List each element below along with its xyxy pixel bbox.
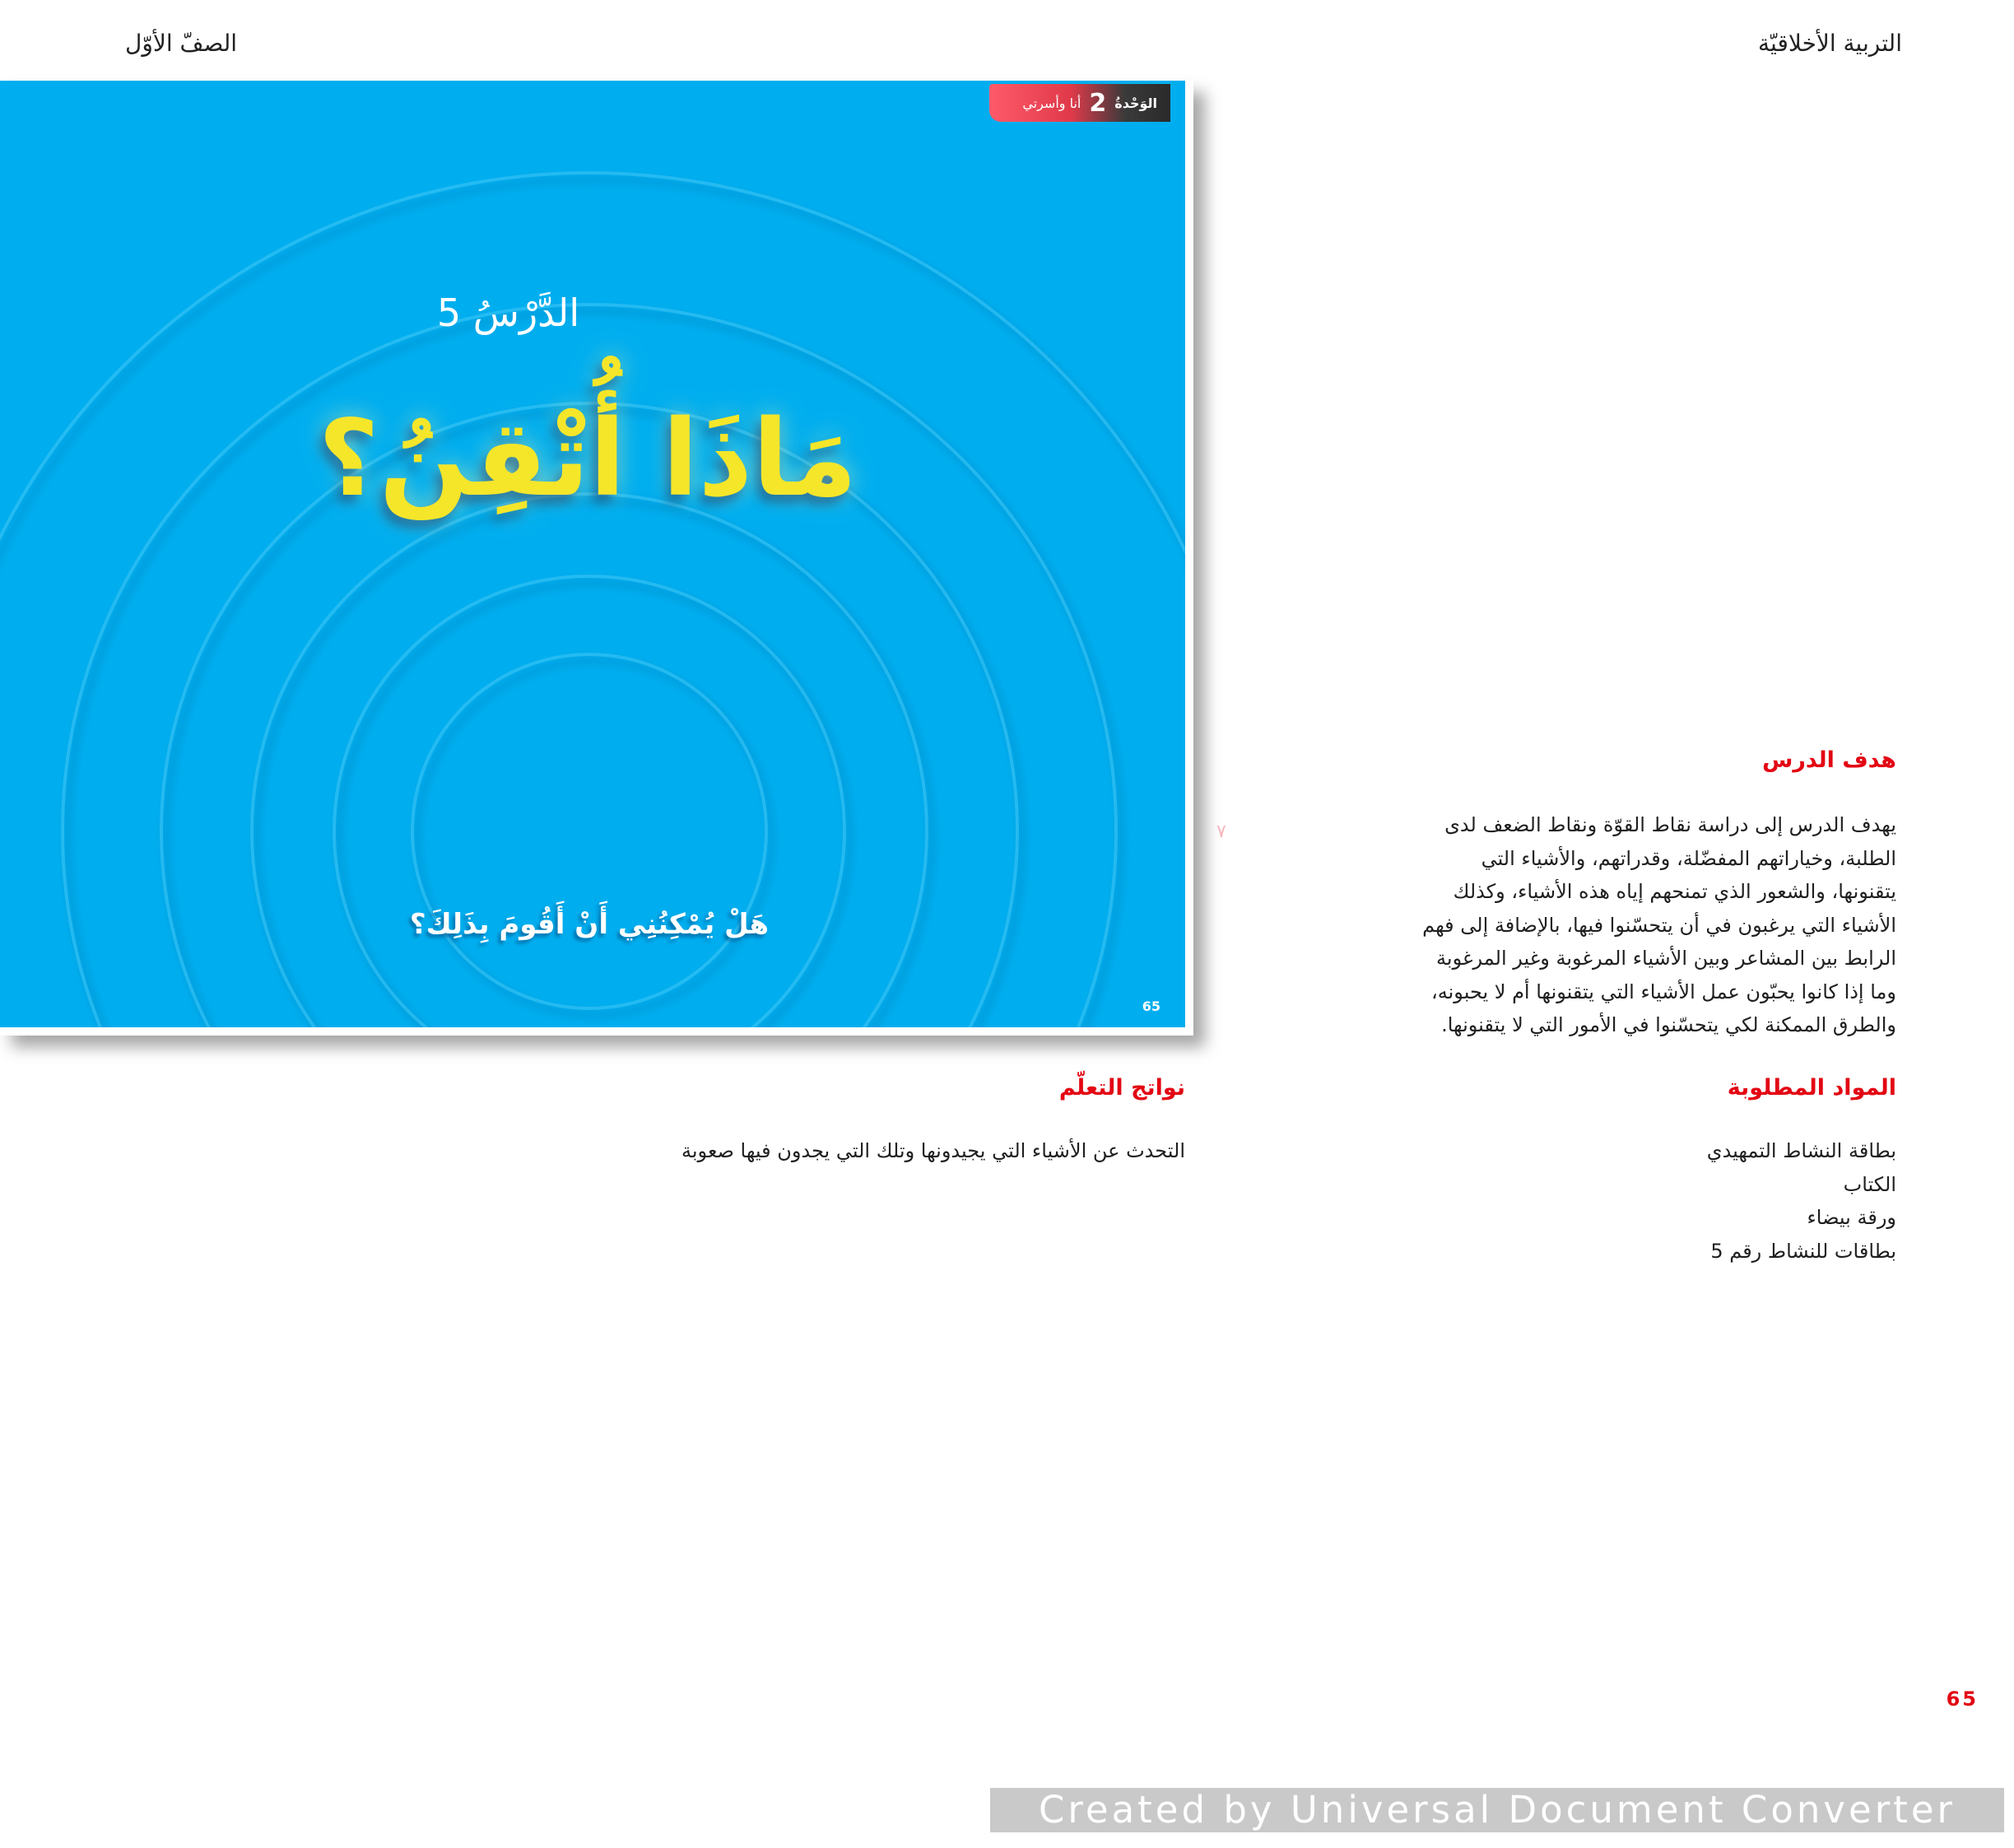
aim-line: والطرق الممكنة لكي يتحسّنوا في الأمور التي لا يتقنونها.	[1441, 1013, 1896, 1036]
materials-item: بطاقة النشاط التمهيدي	[1706, 1139, 1896, 1162]
ripple-rings	[0, 81, 1185, 1027]
aim-line: يتقنونها، والشعور الذي تمنحهم إياه هذه الأشياء، وكذلك	[1453, 880, 1896, 903]
lesson-label: الدَّرْسُ 5	[436, 291, 580, 335]
converter-watermark: Created by Universal Document Converter	[990, 1788, 2004, 1832]
aim-line: يهدف الدرس إلى دراسة نقاط القوّة ونقاط الضعف لدى	[1444, 813, 1896, 836]
page-number: 65	[1946, 1687, 1979, 1711]
edge-mark: ٧	[1216, 822, 1226, 842]
aim-line: الأشياء التي يرغبون في أن يتحسّنوا فيها، بالإضافة إلى فهم	[1422, 913, 1896, 937]
lesson-cover	[0, 81, 1185, 1027]
lesson-aim-heading: هدف الدرس	[1762, 747, 1896, 773]
subject-header: التربية الأخلاقيّة	[1758, 30, 1902, 57]
materials-list	[1707, 1134, 1896, 1268]
cover-page-number: 65	[1142, 998, 1160, 1014]
unit-number: 2	[1089, 88, 1107, 118]
grade-header: الصفّ الأوّل	[125, 30, 238, 57]
aim-line: وما إذا كانوا يحبّون عمل الأشياء التي يتقنونها أم لا يحبونه،	[1431, 980, 1896, 1003]
aim-line: الرابط بين المشاعر وبين الأشياء المرغوبة وغير المرغوبة	[1436, 947, 1896, 970]
aim-line: الطلبة، وخياراتهم المفضّلة، وقدراتهم، والأشياء التي	[1481, 846, 1896, 870]
lesson-question: هَلْ يُمْكِنُنِي أَنْ أَقُومَ بِذَلِكَ؟	[409, 908, 770, 941]
unit-word: الوَحْدةُ	[1114, 95, 1157, 111]
materials-item: ورقة بيضاء	[1807, 1206, 1896, 1229]
materials-item: بطاقات للنشاط رقم 5	[1710, 1239, 1896, 1263]
outcomes-text: التحدث عن الأشياء التي يجيدونها وتلك التي يجدون فيها صعوبة	[681, 1139, 1185, 1162]
materials-heading: المواد المطلوبة	[1727, 1075, 1896, 1101]
outcomes-heading: نواتج التعلّم	[1058, 1075, 1185, 1101]
materials-item: الكتاب	[1843, 1172, 1896, 1196]
unit-title: أنا وأسرتي	[1022, 95, 1081, 111]
unit-tab	[989, 84, 1170, 122]
lesson-title: مَاذَا أُتْقِنُ؟	[318, 398, 858, 520]
lesson-aim-text	[1271, 808, 1896, 1042]
